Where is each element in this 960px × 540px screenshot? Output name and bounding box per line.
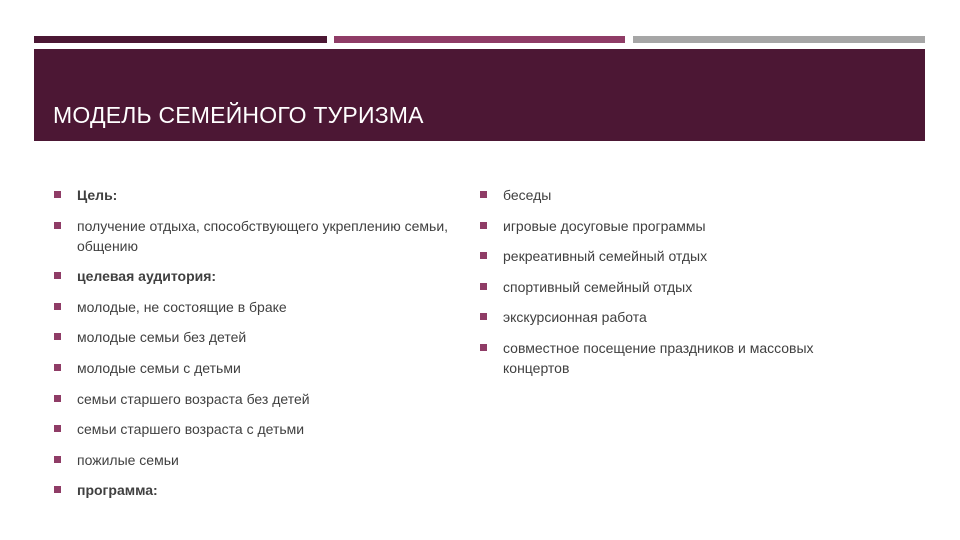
square-bullet-icon — [54, 425, 61, 432]
list-item-text: экскурсионная работа — [503, 309, 647, 326]
accent-bar-medium — [334, 36, 625, 43]
list-item-text: спортивный семейный отдых — [503, 278, 693, 295]
list-item-text: пожилые семьи — [77, 451, 179, 468]
title-band — [34, 49, 925, 141]
list-item — [480, 338, 880, 378]
list-item — [54, 358, 454, 378]
list-item-text: молодые семьи без детей — [77, 329, 247, 346]
list-item-text: целевая аудитория: — [77, 268, 217, 285]
list-item — [54, 419, 454, 439]
list-item — [54, 216, 454, 256]
accent-bar-gray — [633, 36, 925, 43]
list-item-text: получение отдыха, способствующего укреплению семьи, общению — [77, 217, 449, 254]
list-item — [54, 266, 454, 286]
list-item-text: игровые досуговые программы — [503, 217, 706, 234]
square-bullet-icon — [480, 344, 487, 351]
list-item — [480, 307, 880, 327]
square-bullet-icon — [54, 486, 61, 493]
list-item — [54, 297, 454, 317]
list-item — [480, 246, 880, 266]
list-item — [480, 216, 880, 236]
accent-bar-dark — [34, 36, 327, 43]
list-item — [54, 450, 454, 470]
list-item-text: Цель: — [77, 187, 118, 203]
square-bullet-icon — [54, 395, 61, 402]
slide-title: МОДЕЛЬ СЕМЕЙНОГО ТУРИЗМА — [53, 102, 424, 128]
list-item-text: семьи старшего возраста без детей — [77, 390, 310, 407]
list-item — [54, 389, 454, 409]
square-bullet-icon — [480, 283, 487, 290]
list-item-text: совместное посещение праздников и массовых концертов — [503, 339, 814, 376]
list-item-text: молодые, не состоящие в браке — [77, 298, 287, 315]
square-bullet-icon — [54, 191, 61, 198]
list-item-text: рекреативный семейный отдых — [503, 248, 708, 265]
list-item-text: программа: — [77, 482, 158, 499]
list-item — [480, 277, 880, 297]
list-item — [480, 185, 880, 205]
square-bullet-icon — [54, 333, 61, 340]
right-bullet-list — [480, 185, 880, 389]
square-bullet-icon — [480, 191, 487, 198]
list-item — [54, 327, 454, 347]
square-bullet-icon — [480, 222, 487, 229]
square-bullet-icon — [54, 364, 61, 371]
list-item — [54, 480, 454, 500]
square-bullet-icon — [54, 272, 61, 279]
list-item-text: беседы — [503, 187, 552, 203]
square-bullet-icon — [54, 456, 61, 463]
list-item — [54, 185, 454, 205]
square-bullet-icon — [480, 252, 487, 259]
square-bullet-icon — [54, 303, 61, 310]
square-bullet-icon — [54, 222, 61, 229]
list-item-text: молодые семьи с детьми — [77, 359, 241, 376]
left-bullet-list — [54, 185, 454, 511]
square-bullet-icon — [480, 313, 487, 320]
list-item-text: семьи старшего возраста с детьми — [77, 421, 305, 438]
